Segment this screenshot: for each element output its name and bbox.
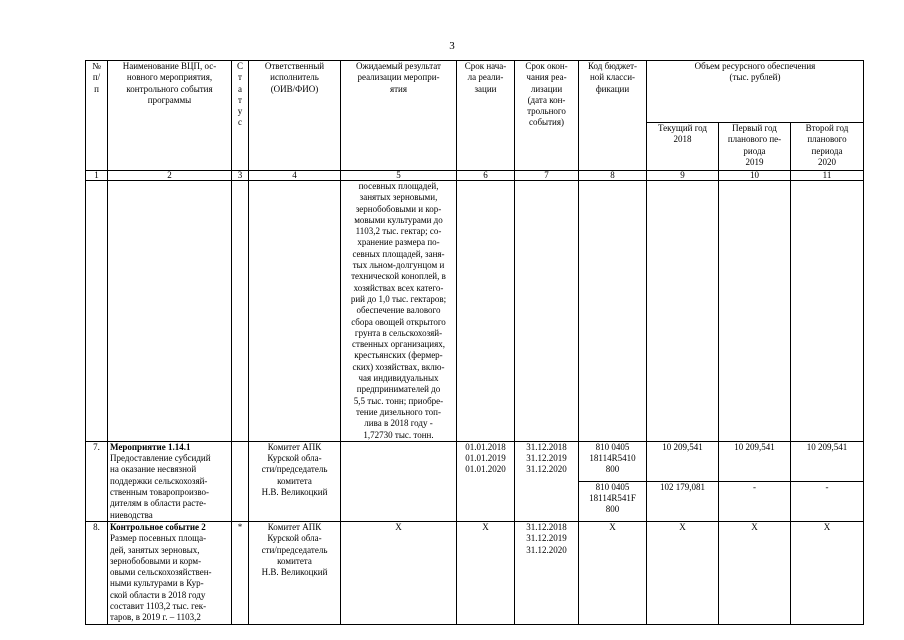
row-name-cell: [108, 441, 232, 521]
col-number: 6: [457, 171, 515, 181]
row-status: [232, 441, 249, 521]
continuation-result-text: посевных площадей, занятых зерновыми, зернобобовыми и кор- мовыми культурами до 1103,2 тыс. гектар; со- хранение размера по- севных площадей, заня- тых льном-долгунцом и технической коноплей, в хозяйствах всех катего- рий до 1,0 тыс. гектаров; обеспечение валового сбора овощей открытого грунта в сельскохозяй- ственных организациях, крестьянских (фермер- ских) хозяйствах, вклю- чая индивидуальных предпринимателей до 5,5 тыс. тонн; приобре- тение дизельного топ- лива в 2018 году - 1,72730 тыс. тонн.: [341, 181, 457, 442]
header-year-2020: Второй год планового периода 2020: [791, 123, 864, 171]
table-row: [86, 441, 864, 481]
row-text: Предоставление субсидий на оказание несвязной поддержки сельскохозяй- ственным товаропроизво- дителям в области расте- ниеводства: [110, 453, 211, 520]
header-status: Статус: [237, 61, 244, 128]
row-name-cell: [108, 521, 232, 624]
col-number: 2: [108, 171, 232, 181]
row-number: 7.: [86, 441, 108, 521]
header-year-2019: Первый год планового пе- риода 2019: [719, 123, 791, 171]
row-end-dates: 31.12.2018 31.12.2019 31.12.2020: [515, 521, 579, 624]
col-number: 5: [341, 171, 457, 181]
col-number: 8: [579, 171, 647, 181]
row-amount-2020: 10 209,541: [791, 441, 864, 481]
row-amount-2018: Х: [647, 521, 719, 624]
row-amount-2018: 102 179,081: [647, 481, 719, 521]
row-title: Контрольное событие 2: [110, 521, 206, 532]
continuation-row: [86, 181, 864, 442]
row-end-dates: 31.12.2018 31.12.2019 31.12.2020: [515, 441, 579, 521]
header-budget-code: Код бюджет- ной класси- фикации: [579, 61, 647, 171]
row-budget-code: 810 0405 18114R541F 800: [579, 481, 647, 521]
row-number: 8.: [86, 521, 108, 624]
header-status-cell: [232, 61, 249, 171]
row-status: *: [232, 521, 249, 624]
row-text: Размер посевных площа- дей, занятых зерновых, зернобобовыми и корм- овыми сельскохозяйствен- ными культурами в Кур- ской области в 2018 году составит 1103,2 тыс. гек- таров, в 2019 г. – 1103,2: [110, 533, 212, 623]
col-number: 1: [86, 171, 108, 181]
row-amount-2019: Х: [719, 521, 791, 624]
row-executor: Комитет АПК Курской обла- сти/председатель комитета Н.В. Великоцкий: [249, 521, 341, 624]
header-resource-group: Объем ресурсного обеспечения (тыс. рублей): [647, 61, 864, 123]
column-numbers-row: [86, 171, 864, 181]
header-end: Срок окон- чания реа- лизации (дата кон- трольного события): [515, 61, 579, 171]
header-num: № п/ п: [86, 61, 108, 171]
header-start: Срок нача- ла реали- зации: [457, 61, 515, 171]
row-amount-2018: 10 209,541: [647, 441, 719, 481]
header-result: Ожидаемый результат реализации меропри- ятия: [341, 61, 457, 171]
row-amount-2020: Х: [791, 521, 864, 624]
page-number: 3: [449, 40, 455, 52]
row-result: [341, 441, 457, 521]
row-result: Х: [341, 521, 457, 624]
header-executor: Ответственный исполнитель (ОИВ/ФИО): [249, 61, 341, 171]
header-name: Наименование ВЦП, ос- новного мероприятия, контрольного события программы: [108, 61, 232, 171]
row-title: Мероприятие 1.14.1: [110, 441, 191, 452]
row-start-dates: Х: [457, 521, 515, 624]
col-number: 3: [232, 171, 249, 181]
row-amount-2019: 10 209,541: [719, 441, 791, 481]
col-number: 11: [791, 171, 864, 181]
header-row: [86, 61, 864, 123]
table-row: [86, 521, 864, 624]
row-budget-code: 810 0405 18114R5410 800: [579, 441, 647, 481]
row-budget-code: Х: [579, 521, 647, 624]
row-amount-2020: -: [791, 481, 864, 521]
row-amount-2019: -: [719, 481, 791, 521]
col-number: 7: [515, 171, 579, 181]
col-number: 4: [249, 171, 341, 181]
col-number: 9: [647, 171, 719, 181]
row-start-dates: 01.01.2018 01.01.2019 01.01.2020: [457, 441, 515, 521]
header-year-2018: Текущий год 2018: [647, 123, 719, 171]
col-number: 10: [719, 171, 791, 181]
resource-table: [85, 60, 864, 625]
row-executor: Комитет АПК Курской обла- сти/председатель комитета Н.В. Великоцкий: [249, 441, 341, 521]
